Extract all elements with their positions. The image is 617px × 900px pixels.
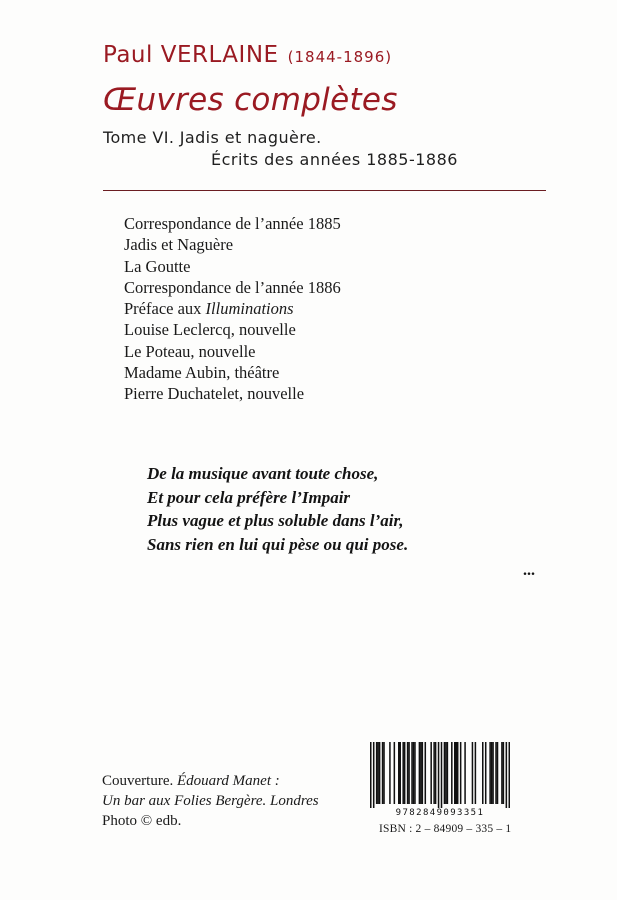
barcode-bar: [373, 742, 375, 808]
barcode-bar: [389, 742, 391, 804]
barcode-bar: [482, 742, 484, 804]
credit-artwork: Un bar aux Folies Bergère. Londres: [102, 793, 319, 809]
contents-item-prefix: Préface aux: [124, 299, 206, 319]
credit-photo: Photo © edb.: [102, 813, 182, 829]
barcode-bar: [464, 742, 466, 804]
barcode-bar: [489, 742, 491, 804]
barcode-bar: [438, 742, 440, 808]
barcode-bar: [376, 742, 378, 804]
barcode-bar: [503, 742, 505, 804]
contents-item-italic: Illuminations: [205, 299, 294, 319]
barcode-bar: [454, 742, 456, 804]
contents-item: Louise Leclercq, nouvelle: [124, 320, 296, 340]
poem-line: Sans rien en lui qui pèse ou qui pose.: [147, 534, 409, 554]
barcode-bar: [414, 742, 416, 804]
barcode-digits: 9782849093351: [395, 808, 485, 818]
work-title: Œuvres complètes: [103, 82, 398, 118]
barcode-bar: [435, 742, 437, 804]
barcode-bar: [411, 742, 413, 804]
contents-item: Le Poteau, nouvelle: [124, 341, 256, 361]
author-name: Paul VERLAINE: [103, 42, 279, 68]
barcode-bar: [455, 742, 457, 804]
header: [103, 44, 573, 168]
contents-item: Pierre Duchatelet, nouvelle: [124, 384, 305, 404]
barcode-bar: [377, 742, 379, 804]
poem-ellipsis: ...: [523, 562, 535, 579]
barcode-bar: [413, 742, 415, 804]
poem-excerpt: [147, 462, 408, 556]
barcode-bar: [399, 742, 401, 804]
barcode-bar: [495, 742, 497, 804]
barcode-bar: [402, 742, 404, 804]
barcode-bar: [451, 742, 453, 804]
barcode-bar: [491, 742, 493, 804]
tome-title: Tome VI. Jadis et naguère.: [103, 128, 322, 147]
isbn-number: ISBN : 2 – 84909 – 335 – 1: [379, 823, 512, 835]
poem-line: Et pour cela préfère l’Impair: [147, 487, 351, 507]
barcode-bar: [447, 742, 449, 804]
barcode-bar: [444, 742, 446, 804]
barcode-bar: [419, 742, 421, 804]
barcode-bar: [422, 742, 424, 804]
barcode-bar: [497, 742, 499, 804]
barcode-bar: [394, 742, 396, 804]
barcode-bar: [430, 742, 432, 804]
barcode-bar: [472, 742, 474, 804]
barcode-bar: [382, 742, 384, 804]
barcode-graphic: [370, 742, 510, 808]
barcode-bar: [420, 742, 422, 804]
barcode-bar: [485, 742, 487, 804]
barcode-bar: [379, 742, 381, 804]
barcode-bar: [501, 742, 503, 804]
barcode-bar: [509, 742, 510, 808]
contents-item: Correspondance de l’année 1886: [124, 277, 341, 297]
barcode-bar: [460, 742, 462, 804]
barcode-bar: [433, 742, 435, 804]
barcode-bar: [445, 742, 447, 804]
author-line: [103, 44, 573, 67]
poem-line: Plus vague et plus soluble dans l’air,: [147, 511, 404, 530]
barcode-bar: [383, 742, 385, 804]
contents-item: [124, 298, 341, 319]
contents-item: Correspondance de l’année 1885: [124, 214, 341, 233]
barcode-bar: [408, 742, 410, 804]
author-dates: (1844-1896): [287, 48, 393, 66]
barcode-bar: [404, 742, 406, 804]
barcode-block: [370, 742, 510, 818]
barcode-bar: [506, 742, 508, 808]
contents-item: Jadis et Naguère: [124, 235, 234, 255]
contents-item: La Goutte: [124, 256, 191, 276]
barcode-bar: [441, 742, 443, 808]
poem-line: De la musique avant toute chose,: [147, 464, 379, 483]
barcode-bar: [370, 742, 372, 808]
credit-prefix: Couverture.: [102, 773, 177, 789]
barcode-bar: [407, 742, 409, 804]
contents-list: [124, 213, 341, 405]
barcode-bar: [475, 742, 477, 804]
header-divider: [103, 190, 546, 191]
contents-item: Madame Aubin, théâtre: [124, 363, 280, 383]
barcode-bar: [398, 742, 400, 804]
credit-line: [102, 771, 319, 791]
barcode-bar: [492, 742, 494, 804]
barcode-bar: [425, 742, 427, 804]
tome-subtitle: Écrits des années 1885-1886: [211, 150, 458, 169]
barcode-bar: [457, 742, 459, 804]
cover-credit: [102, 771, 319, 831]
credit-artist: Édouard Manet :: [176, 773, 280, 789]
